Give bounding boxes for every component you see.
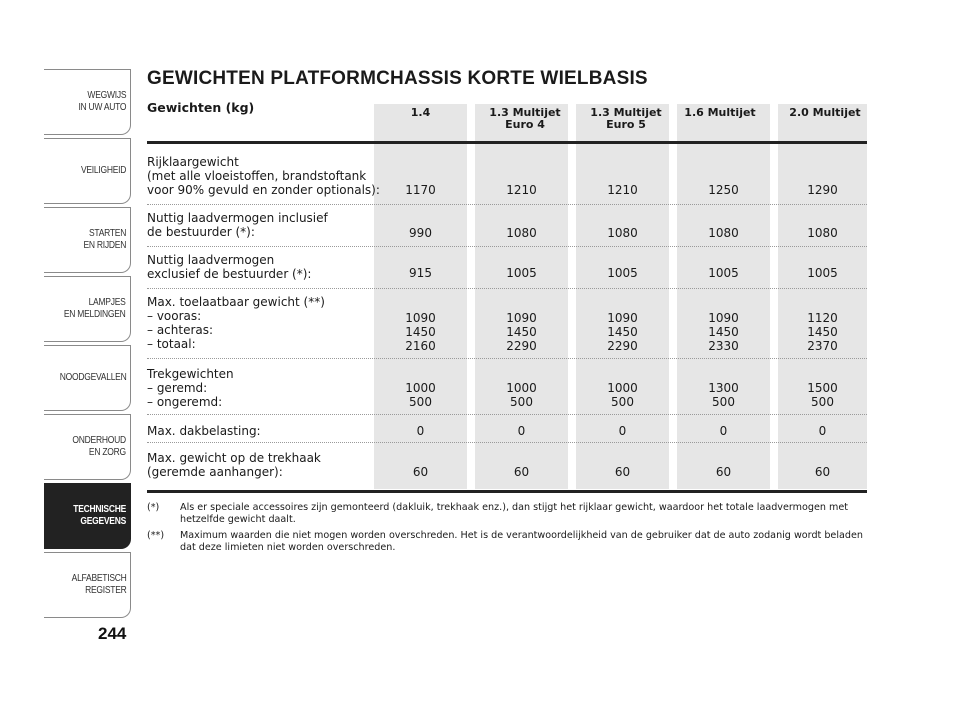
row-divider	[147, 288, 867, 289]
table-cell: 0	[517, 424, 526, 438]
table-cell: 0	[719, 424, 728, 438]
tab-noodgevallen[interactable]	[44, 345, 131, 411]
tab-alfabetisch-register[interactable]	[44, 552, 131, 618]
table-cell: 60	[614, 465, 631, 479]
tab-wegwijs[interactable]	[44, 69, 131, 135]
table-cell: 1080	[708, 226, 739, 240]
footnote-mark: (*)	[147, 502, 160, 513]
table-cell: 1090 1450 2160	[405, 311, 436, 353]
table-cell: 990	[409, 226, 432, 240]
column-header: 1.6 Multijet	[684, 106, 756, 119]
tab-label: LAMPJES EN MELDINGEN	[64, 297, 126, 320]
column-header: 2.0 Multijet	[789, 106, 861, 119]
table-cell: 1000 500	[607, 381, 638, 409]
tab-label: TECHNISCHE GEGEVENS	[73, 504, 126, 527]
column-header: 1.3 Multijet Euro 5	[590, 106, 662, 131]
column-header: 1.4	[410, 106, 431, 119]
table-cell: 60	[513, 465, 530, 479]
tab-veiligheid[interactable]	[44, 138, 131, 204]
tab-lampjes[interactable]	[44, 276, 131, 342]
table-cell: 1000 500	[405, 381, 436, 409]
row-label-trekhaak: Max. gewicht op de trekhaak (geremde aanhanger):	[147, 451, 321, 479]
page-number: 244	[98, 624, 127, 643]
table-cell: 1080	[807, 226, 838, 240]
table-cell: 1000 500	[506, 381, 537, 409]
page-title: GEWICHTEN PLATFORMCHASSIS KORTE WIELBASIS	[147, 68, 648, 89]
table-cell: 0	[818, 424, 827, 438]
table-cell: 1005	[607, 266, 638, 280]
table-cell: 60	[412, 465, 429, 479]
table-cell: 60	[715, 465, 732, 479]
row-label-dakbelasting: Max. dakbelasting:	[147, 424, 261, 438]
row-label-max-toelaatbaar: Max. toelaatbaar gewicht (**) – vooras: – achteras: – totaal:	[147, 295, 325, 351]
table-top-rule	[147, 141, 867, 144]
tab-label: NOODGEVALLEN	[59, 372, 126, 383]
table-cell: 1005	[708, 266, 739, 280]
row-label-trekgewichten: Trekgewichten – geremd: – ongeremd:	[147, 367, 234, 409]
row-label-rijklaargewicht: Rijklaargewicht (met alle vloeistoffen, brandstoftank voor 90% gevuld en zonder optionals):	[147, 155, 380, 197]
footnote-mark: (**)	[147, 530, 165, 541]
table-cell: 1005	[506, 266, 537, 280]
tab-technische-gegevens[interactable]	[44, 483, 131, 549]
table-cell: 1500 500	[807, 381, 838, 409]
table-cell: 1080	[607, 226, 638, 240]
table-cell: 0	[416, 424, 425, 438]
row-label-nuttig-excl: Nuttig laadvermogen exclusief de bestuurder (*):	[147, 253, 312, 281]
table-cell: 1090 1450 2330	[708, 311, 739, 353]
tab-label: STARTEN EN RIJDEN	[83, 228, 126, 251]
tab-label: VEILIGHEID	[80, 165, 126, 176]
label-column-header: Gewichten (kg)	[147, 100, 255, 115]
row-divider	[147, 246, 867, 247]
footnote-text: Als er speciale accessoires zijn gemonteerd (dakluik, trekhaak enz.), dan stijgt het rijklaar gewicht, waardoor het totale laadvermogen met hetzelfde gewicht daalt.	[180, 502, 849, 525]
tab-starten[interactable]	[44, 207, 131, 273]
row-divider	[147, 204, 867, 205]
table-cell: 1290	[807, 183, 838, 197]
column-header: 1.3 Multijet Euro 4	[489, 106, 561, 131]
table-cell: 1080	[506, 226, 537, 240]
table-cell: 1300 500	[708, 381, 739, 409]
table-cell: 1005	[807, 266, 838, 280]
table-cell: 1170	[405, 183, 436, 197]
table-bottom-rule	[147, 490, 867, 493]
tab-label: WEGWIJS IN UW AUTO	[78, 90, 126, 113]
table-cell: 1210	[607, 183, 638, 197]
table-cell: 1210	[506, 183, 537, 197]
row-label-nuttig-incl: Nuttig laadvermogen inclusief de bestuurder (*):	[147, 211, 328, 239]
table-cell: 1090 1450 2290	[506, 311, 537, 353]
footnote-text: Maximum waarden die niet mogen worden overschreden. Het is de verantwoordelijkheid van de gebruiker dat de auto zodanig wordt beladen dat deze limieten niet worden overschreden.	[180, 530, 863, 553]
table-cell: 0	[618, 424, 627, 438]
table-cell: 915	[409, 266, 432, 280]
tab-label: ALFABETISCH REGISTER	[71, 573, 126, 596]
table-cell: 60	[814, 465, 831, 479]
row-divider	[147, 442, 867, 443]
tab-label: ONDERHOUD EN ZORG	[72, 435, 126, 458]
row-divider	[147, 358, 867, 359]
table-cell: 1090 1450 2290	[607, 311, 638, 353]
table-cell: 1250	[708, 183, 739, 197]
table-cell: 1120 1450 2370	[807, 311, 838, 353]
tab-onderhoud[interactable]	[44, 414, 131, 480]
row-divider	[147, 414, 867, 415]
